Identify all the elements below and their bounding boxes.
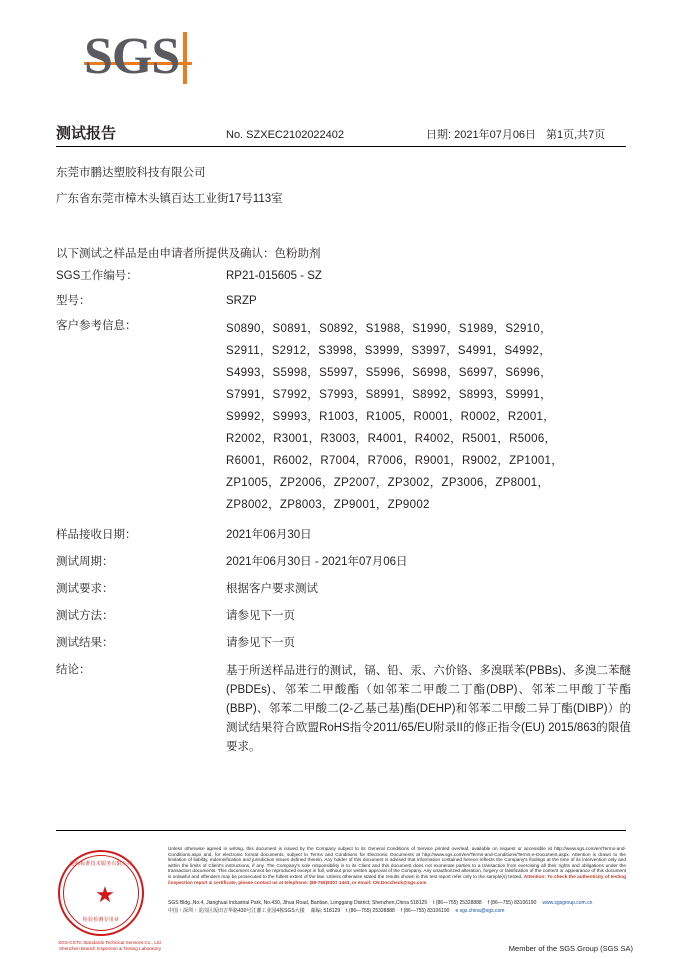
report-fields — [56, 268, 631, 768]
header-divider — [56, 146, 626, 147]
field-row — [56, 581, 631, 597]
footer-fax-en: f (86—755) 83106190 — [487, 900, 537, 906]
field-label-received-date: 样品接收日期： — [56, 529, 137, 541]
attention-notice: Attention: To check the authenticity of testing /inspection report & certificate, please contact us at telephone: (86-755)8307 1443, or email: CN.Doccheck@sgs.com — [168, 873, 626, 885]
report-date: 日期: 2021年07月06日 — [426, 129, 537, 141]
field-row-conclusion — [56, 662, 631, 757]
field-value-received-date: 2021年06月30日 — [226, 529, 312, 541]
footer-disclaimer — [168, 846, 626, 885]
footer-phone-cn: t (86—755) 25328888 — [346, 907, 395, 914]
field-row — [56, 293, 631, 309]
sample-statement: 以下测试之样品是由申请者所提供及确认：色粉助剂 — [56, 248, 321, 260]
ref-line: S0890，S0891，S0892，S1988，S1990，S1989，S2910， — [226, 323, 552, 335]
ref-line: S7991，S7992，S7993，S8991，S8992，S8993，S9991， — [226, 389, 552, 401]
field-label-test-period: 测试周期： — [56, 556, 114, 568]
star-icon: ★ — [95, 881, 115, 907]
sgs-logo — [84, 30, 204, 92]
footer-address-block — [168, 900, 634, 915]
report-number: No. SZXEC2102022402 — [226, 129, 345, 141]
field-value-job-no: RP21-015605 - SZ — [226, 270, 322, 282]
footer-divider — [56, 830, 626, 831]
field-row — [56, 635, 631, 651]
ref-line: S2911，S2912，S3998，S3999，S3997，S4991，S4992， — [226, 345, 552, 357]
field-label-model: 型号： — [56, 295, 91, 307]
seal-caption-line1: SGS-CSTC Standards Technical Services Co., Ltd. — [58, 940, 162, 945]
footer-zip-cn: 邮编: 518129 — [310, 907, 341, 914]
footer-address-cn: 中国・深圳・龙岗区坂田吉华路430号江灌工业园4栋SGS大楼 — [168, 907, 305, 914]
field-label-test-method: 测试方法： — [56, 610, 114, 622]
footer-email[interactable]: e sgs.china@sgs.com — [455, 907, 505, 914]
company-seal-stamp — [50, 848, 162, 951]
field-value-model: SRZP — [226, 295, 257, 307]
field-row — [56, 527, 631, 543]
footer-address-row-en — [168, 900, 634, 908]
footer-phone-en: t (86—755) 25328888 — [433, 900, 482, 906]
field-value-test-requirement: 根据客户要求测试 — [226, 583, 318, 595]
seal-arc-bottom-text: 检验检测专用章 — [82, 917, 120, 923]
client-block — [56, 160, 283, 212]
ref-line: S4993，S5998，S5997，S5996，S6998，S6997，S6996， — [226, 367, 552, 379]
seal-arc-top-text: 通标标准技术服务有限公司 — [69, 861, 133, 867]
field-row — [56, 268, 631, 284]
field-row-customer-ref — [56, 318, 631, 516]
report-header-row — [56, 122, 626, 143]
ref-line: R6001，R6002，R7004，R7006，R9001，R9002，ZP1001， — [226, 455, 564, 467]
disclaimer-text: Unless otherwise agreed in writing, this document is issued by the Company subject to its General Conditions of Service printed overleaf, available on request or accessible at http://www.sgs.com/en/Terms-and-Conditions.aspx and, for electronic format documents, subject to Terms and Conditions for Electronic Documents at http://www.sgs.com/en/Terms-and-Conditions/Terms-e-Document.aspx. Attention is drawn to the limitation of liability, indemnification and jurisdiction issues defined therein. Any holder of this document is advised that information contained hereon reflects the Company's findings at the time of its intervention only and within the limits of Client's instructions, if any. The Company's sole responsibility is to its Client and this document does not exonerate parties to a transaction from exercising all their rights and obligations under the transaction documents. This document cannot be reproduced except in full, without prior written approval of the Company. Any unauthorized alteration, forgery or falsification of the content or appearance of this document is unlawful and offenders may be prosecuted to the fullest extent of the law. Unless otherwise stated the results shown in this test report refer only to the sample(s) tested. — [168, 846, 626, 879]
ref-line: ZP8002，ZP8003，ZP9001，ZP9002 — [226, 499, 430, 511]
ref-line: R2002，R3001，R3003，R4001，R4002，R5001，R5006， — [226, 433, 557, 445]
client-address: 广东省东莞市樟木头镇百达工业街17号113室 — [56, 193, 283, 205]
footer-website[interactable]: www.sgsgroup.com.cn — [542, 900, 593, 906]
field-value-test-period: 2021年06月30日 - 2021年07月06日 — [226, 556, 408, 568]
footer-fax-cn: f (86—755) 83106190 — [400, 907, 450, 914]
logo-text: SGS — [84, 28, 180, 85]
seal-caption-line2: Shenzhen Branch Inspection & Testing Laboratory — [58, 946, 162, 951]
field-value-test-method: 请参见下一页 — [226, 610, 295, 622]
field-label-conclusion: 结论： — [56, 664, 91, 676]
field-label-customer-ref: 客户参考信息： — [56, 320, 137, 332]
ref-line: S9992，S9993，R1003，R1005，R0001，R0002，R2001， — [226, 411, 556, 423]
page-count: 第1页,共7页 — [546, 129, 606, 141]
ref-line: ZP1005，ZP2006，ZP2007，ZP3002，ZP3006，ZP8001， — [226, 477, 550, 489]
page-title: 测试报告 — [56, 125, 117, 142]
seal-caption — [50, 940, 170, 952]
footer-member-note: Member of the SGS Group (SGS SA) — [508, 944, 633, 953]
field-label-job-no: SGS工作编号： — [56, 270, 138, 282]
client-name: 东莞市鹏达塑胶科技有限公司 — [56, 167, 206, 179]
field-value-conclusion: 基于所送样品进行的测试，镉、铅、汞、六价铬、多溴联苯(PBBs)、多溴二苯醚(PBDEs)、邻苯二甲酸酯（如邻苯二甲酸二丁酯(DBP)、邻苯二甲酸丁苄酯(BBP)、邻苯二甲酸二(2-乙基己基)酯(DEHP)和邻苯二甲酸二异丁酯(DIBP)）的测试结果符合欧盟RoHS指令2011/65/EU附录II的修正指令(EU) 2015/863的限值要求。 — [226, 665, 631, 753]
field-label-test-result: 测试结果： — [56, 637, 114, 649]
footer-address-row-cn — [168, 908, 634, 916]
field-row — [56, 608, 631, 624]
field-value-test-result: 请参见下一页 — [226, 637, 295, 649]
footer-address-en: SGS Bldg.,No.4, Jianghuai Industrial Park, No.430, Jihua Road, Bantian, Longgang District, Shenzhen,China 518129 — [168, 900, 428, 906]
field-row — [56, 554, 631, 570]
field-label-test-requirement: 测试要求： — [56, 583, 114, 595]
field-value-customer-ref — [226, 318, 631, 516]
